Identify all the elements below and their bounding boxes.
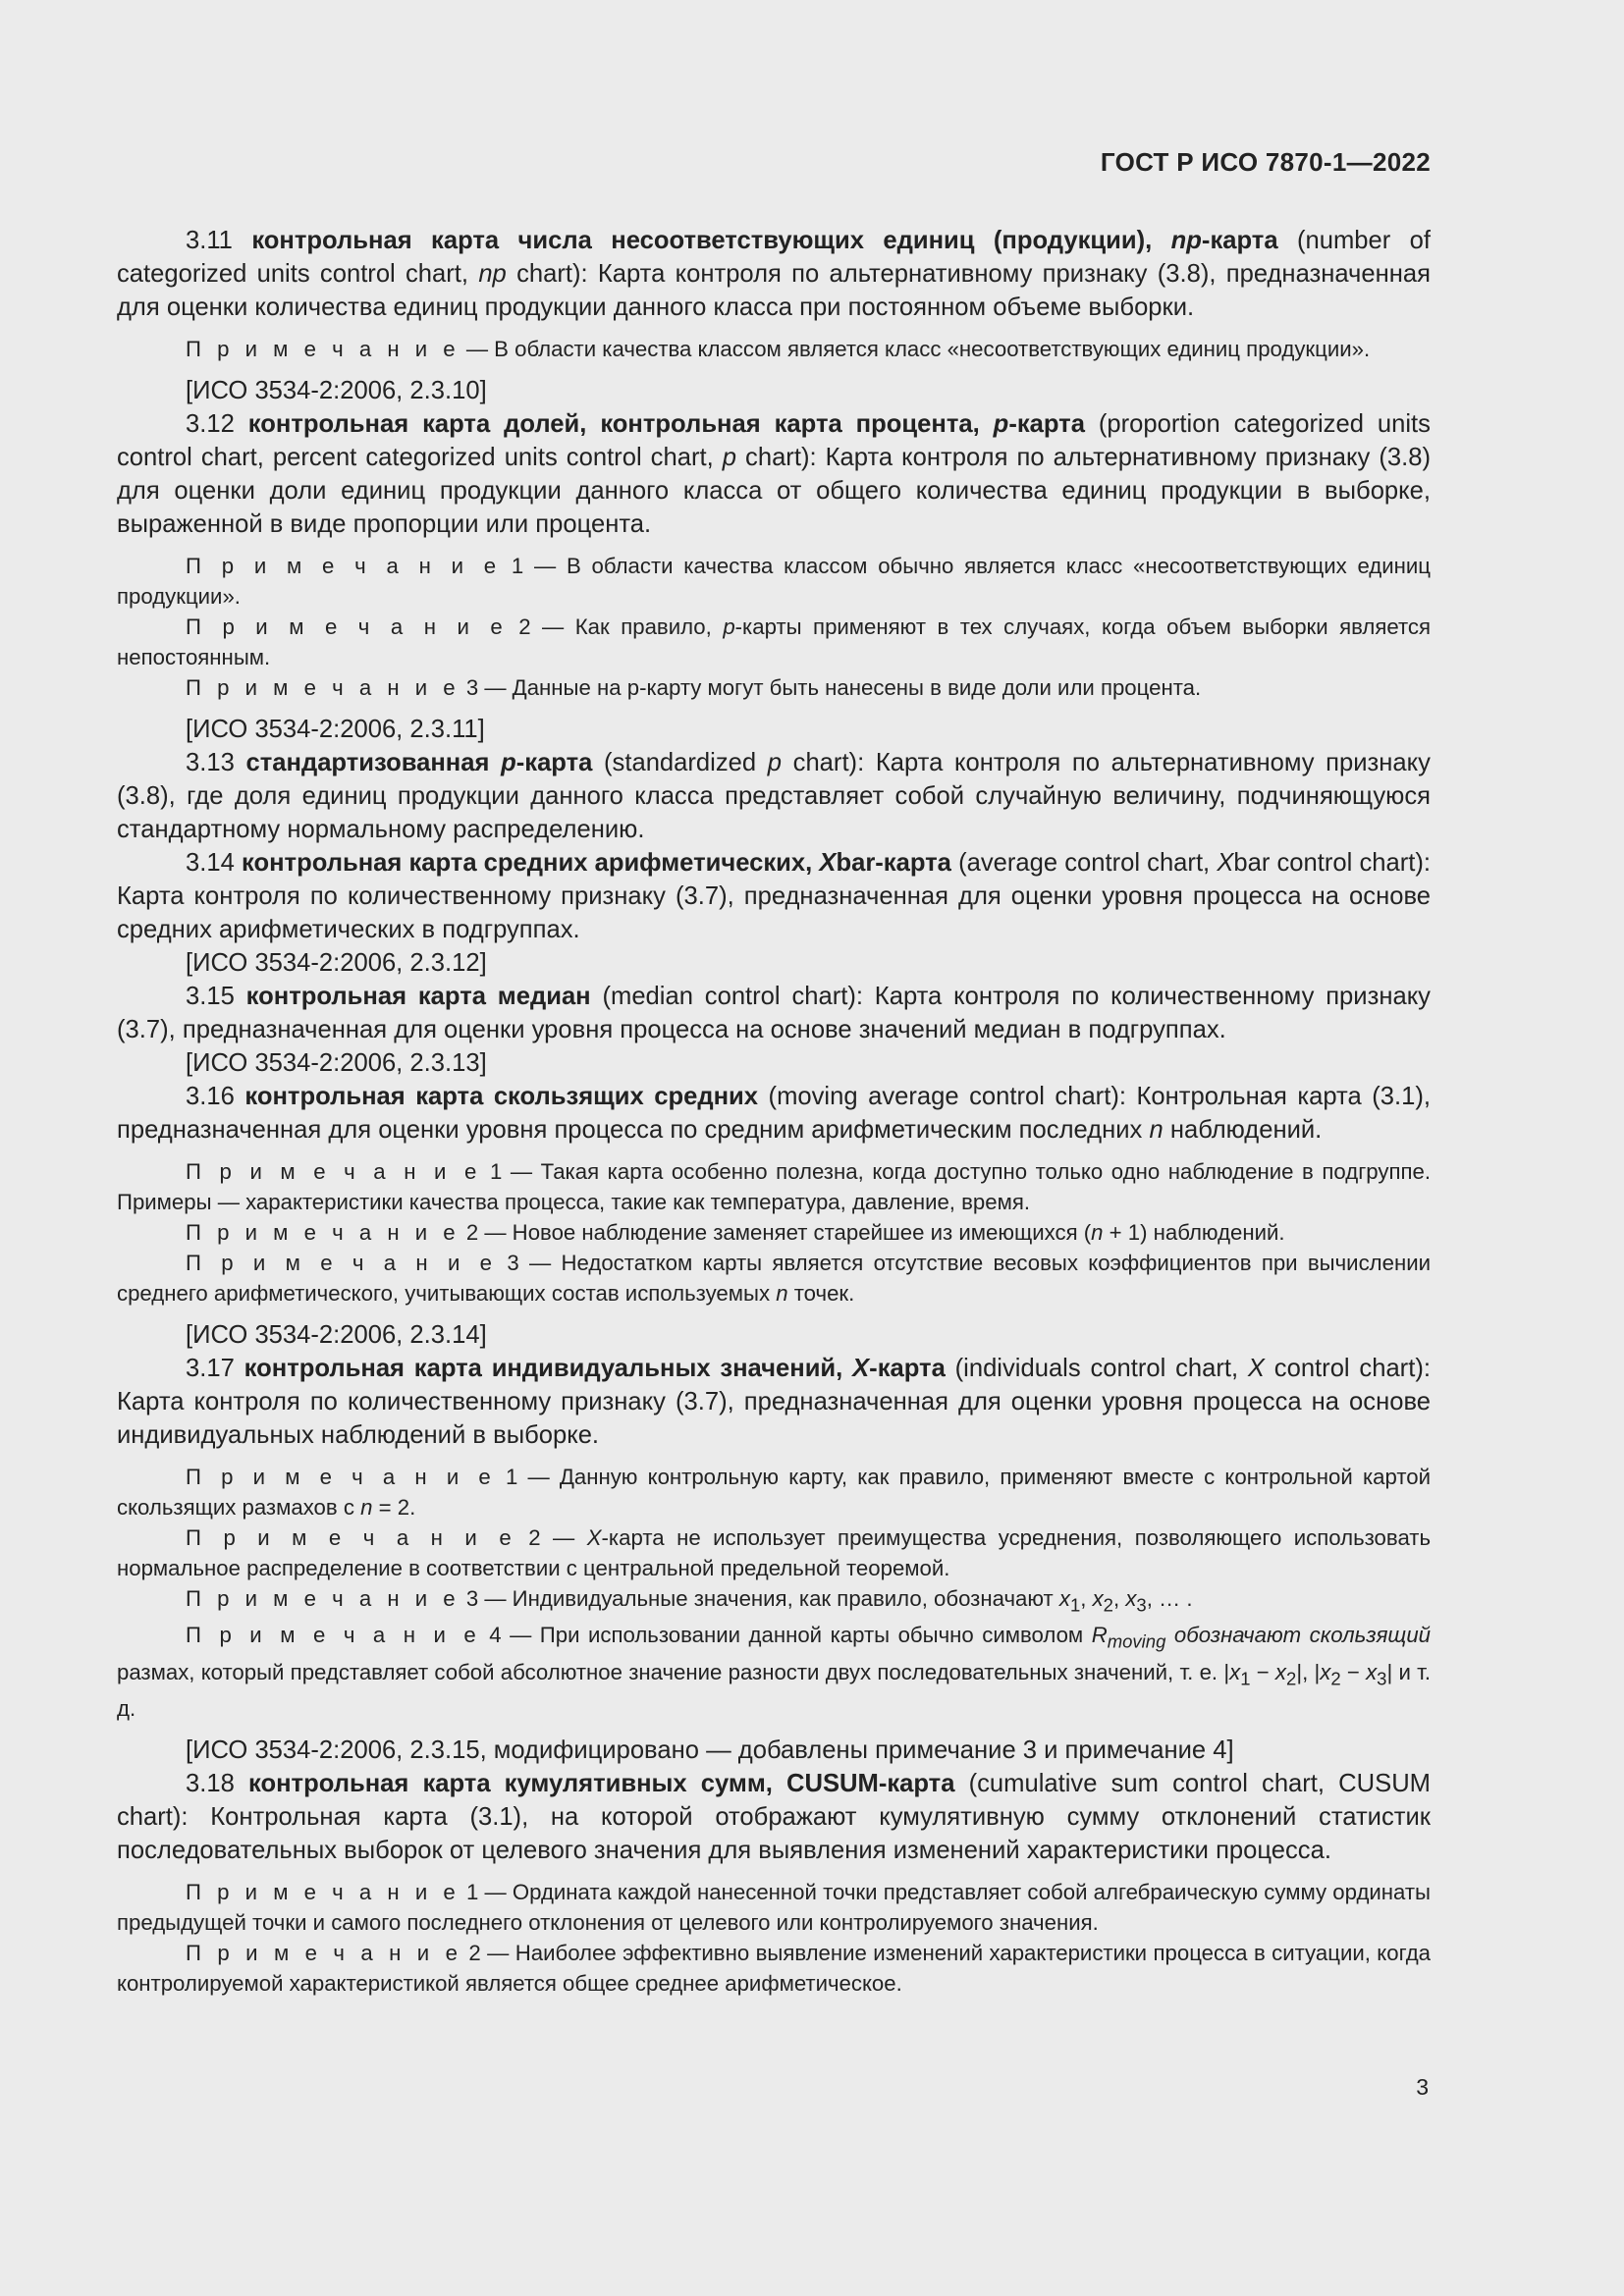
term-3-17: 3.17 контрольная карта индивидуальных значений, X-карта (individuals control chart, X control chart): Карта контроля по количественному признаку (3.7), предназначенная для оценки уровня процесса на основе индивидуальных наблюдений в выборке. [117, 1355, 1431, 1449]
term-3-12: 3.12 контрольная карта долей, контрольная карта процента, p-карта (proportion categorized units control chart, percent categorized units control chart, p chart): Карта контроля по альтернативному признаку (3.8) для оценки доли единиц продукции данного класса от общего количества единиц продукции в выборке, выраженной в виде пропорции или процента. [117, 410, 1431, 538]
term-3-18: 3.18 контрольная карта кумулятивных сумм, CUSUM-карта (cumulative sum control chart, CUSUM chart): Контрольная карта (3.1), на которой отображают кумулятивную сумму отклонений статистик последовательных выборок от целевого значения для выявления изменений характеристики процесса. [117, 1770, 1431, 1865]
source-reference: [ИСО 3534-2:2006, 2.3.12] [186, 949, 487, 977]
note: П р и м е ч а н и е 3 — Недостатком карты является отсутствие весовых коэффициентов при вычислении среднего арифметического, учитывающих состав используемых n точек. [117, 1251, 1431, 1306]
term-3-11: 3.11 контрольная карта числа несоответствующих единиц (продукции), np-карта (number of categorized units control chart, np chart): Карта контроля по альтернативному признаку (3.8), предназначенная для оценки количества единиц продукции данного класса при постоянном объеме выборки. [117, 227, 1431, 321]
source-reference: [ИСО 3534-2:2006, 2.3.13] [186, 1049, 487, 1077]
note: П р и м е ч а н и е 2 — Наиболее эффективно выявление изменений характеристики процесса в ситуации, когда контролируемой характеристикой является общее среднее арифметическое. [117, 1941, 1431, 1997]
note: П р и м е ч а н и е 1 — Ордината каждой нанесенной точки представляет собой алгебраическую сумму ординаты предыдущей точки и самого последнего отклонения от целевого или контролируемого значения. [117, 1880, 1431, 1936]
source-reference: [ИСО 3534-2:2006, 2.3.14] [186, 1321, 487, 1349]
note: П р и м е ч а н и е 4 — При использовании данной карты обычно символом $R_{moving}$ обозначают скользящий размах, который представляет собой абсолютное значение разности двух последовательных значений, т. е. $|x_1 - x_2|$, $|x_2 - x_3|$ и т. д. [117, 1623, 1431, 1722]
note: П р и м е ч а н и е 1 — Данную контрольную карту, как правило, применяют вместе с контрольной картой скользящих размахов с n = 2. [117, 1465, 1432, 1520]
term-3-15: 3.15 контрольная карта медиан (median control chart): Карта контроля по количественному признаку (3.7), предназначенная для оценки уровня процесса на основе значений медиан в подгруппах. [117, 983, 1431, 1043]
term-3-14: 3.14 контрольная карта средних арифметических, Xbar-карта (average control chart, Xbar control chart): Карта контроля по количественному признаку (3.7), предназначенная для оценки уровня процесса на основе средних арифметических в подгруппах. [117, 849, 1431, 943]
source-reference: [ИСО 3534-2:2006, 2.3.15, модифицировано — добавлены примечание 3 и примечание 4] [186, 1736, 1234, 1765]
document-header: ГОСТ Р ИСО 7870-1—2022 [1100, 147, 1431, 177]
note: П р и м е ч а н и е — В области качества классом является класс «несоответствующих единиц продукции». [186, 337, 1371, 361]
page-number: 3 [1416, 2074, 1429, 2100]
note: П р и м е ч а н и е 2 — X-карта не использует преимущества усреднения, позволяющего использовать нормальное распределение в соответствии с центральной предельной теоремой. [117, 1525, 1432, 1580]
term-3-16: 3.16 контрольная карта скользящих средних (moving average control chart): Контрольная карта (3.1), предназначенная для оценки уровня процесса по средним арифметическим последних n наблюдений. [117, 1083, 1431, 1144]
note: П р и м е ч а н и е 1 — В области качества классом обычно является класс «несоответствующих единиц продукции». [117, 554, 1432, 609]
note: П р и м е ч а н и е 2 — Как правило, p-карты применяют в тех случаях, когда объем выборки является непостоянным. [117, 614, 1432, 669]
source-reference: [ИСО 3534-2:2006, 2.3.11] [186, 716, 485, 743]
document-body [117, 224, 1431, 1999]
source-reference: [ИСО 3534-2:2006, 2.3.10] [186, 377, 487, 404]
term-3-13: 3.13 стандартизованная p-карта (standardized p chart): Карта контроля по альтернативному признаку (3.8), где доля единиц продукции данного класса представляет собой случайную величину, подчиняющуюся стандартному нормальному распределению. [117, 749, 1431, 843]
note: П р и м е ч а н и е 3 — Данные на р-карту могут быть нанесены в виде доли или процента. [186, 675, 1202, 700]
note: П р и м е ч а н и е 1 — Такая карта особенно полезна, когда доступно только одно наблюдение в подгруппе. Примеры — характеристики качества процесса, такие как температура, давление, время. [117, 1159, 1432, 1214]
note: П р и м е ч а н и е 3 — Индивидуальные значения, как правило, обозначают $x_1$, $x_2$, $x_3$, … . [186, 1586, 1193, 1616]
note: П р и м е ч а н и е 2 — Новое наблюдение заменяет старейшее из имеющихся (n + 1) наблюдений. [186, 1220, 1285, 1245]
